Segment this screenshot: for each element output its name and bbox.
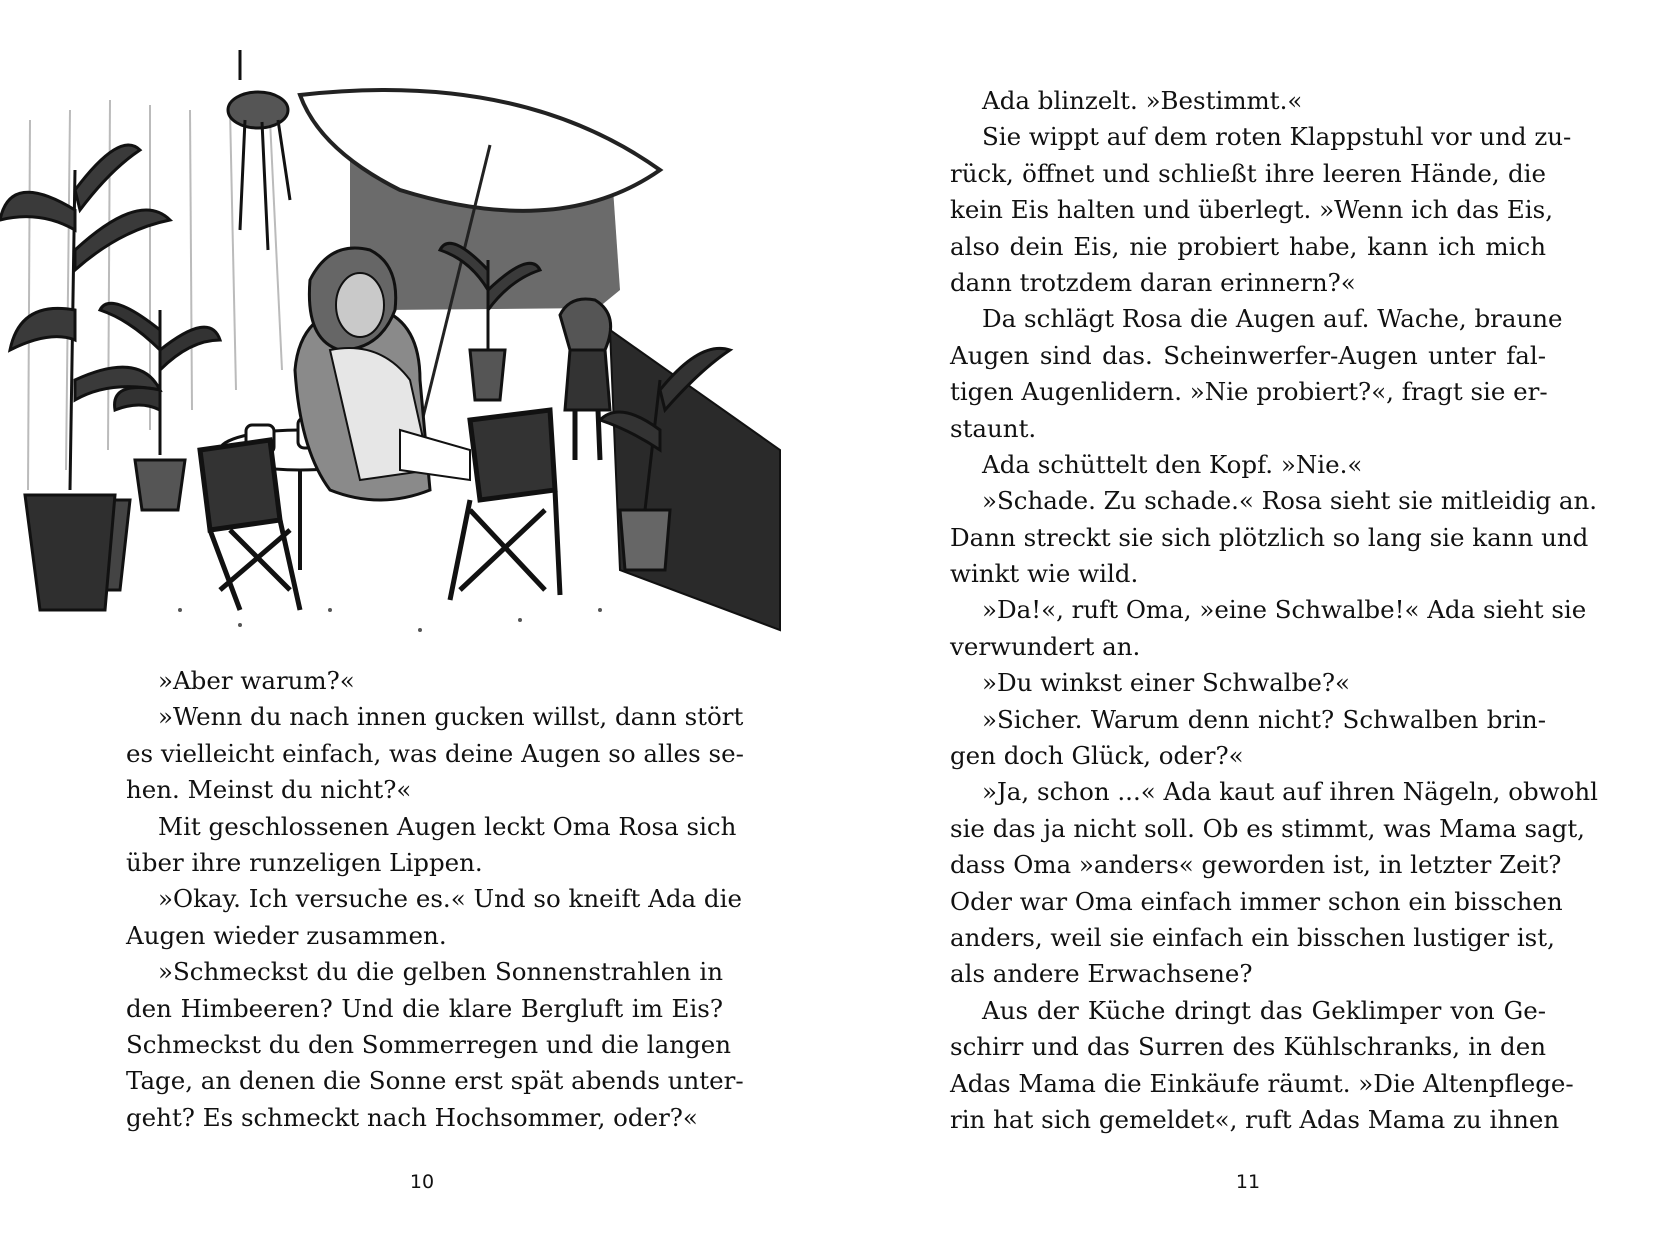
text-line: anders, weil sie einfach ein bisschen lustiger ist, bbox=[950, 922, 1555, 952]
text-line: winkt wie wild. bbox=[950, 559, 1139, 589]
text-line: staunt. bbox=[950, 413, 1037, 443]
text-line: »Aber warum?« bbox=[158, 666, 355, 695]
text-line: geht? Es schmeckt nach Hochsommer, oder?« bbox=[126, 1102, 698, 1132]
text-line: also dein Eis, nie probiert habe, kann ich mich bbox=[950, 231, 1546, 261]
right-page-body-text bbox=[950, 83, 1598, 1138]
text-line: »Wenn du nach innen gucken willst, dann stört bbox=[158, 702, 744, 732]
right-page bbox=[827, 0, 1654, 1252]
page-number-left: 10 bbox=[409, 1171, 435, 1193]
text-line: »Schade. Zu schade.« Rosa sieht sie mitleidig an. bbox=[982, 486, 1598, 516]
text-line: als andere Erwachsene? bbox=[950, 959, 1253, 989]
text-line: Oder war Oma einfach immer schon ein bisschen bbox=[950, 886, 1563, 916]
text-line: den Himbeeren? Und die klare Bergluft im Eis? bbox=[126, 993, 723, 1023]
text-line: tigen Augenlidern. »Nie probiert?«, fragt sie er- bbox=[950, 377, 1548, 407]
text-line: über ihre runzeligen Lippen. bbox=[126, 847, 483, 877]
text-line: rin hat sich gemeldet«, ruft Adas Mama zu ihnen bbox=[950, 1104, 1560, 1134]
text-line: gen doch Glück, oder?« bbox=[950, 741, 1244, 771]
text-line: Da schlägt Rosa die Augen auf. Wache, braune bbox=[982, 304, 1563, 334]
text-line: verwundert an. bbox=[950, 631, 1141, 661]
left-page-body-text bbox=[126, 663, 744, 1136]
text-line: »Ja, schon ...« Ada kaut auf ihren Nägeln, obwohl bbox=[982, 777, 1598, 807]
text-line: Tage, an denen die Sonne erst spät abends unter- bbox=[126, 1066, 744, 1096]
text-line: »Sicher. Warum denn nicht? Schwalben brin- bbox=[982, 704, 1546, 734]
text-line: Aus der Küche dringt das Geklimper von Ge- bbox=[982, 995, 1546, 1025]
text-line: »Du winkst einer Schwalbe?« bbox=[982, 668, 1350, 698]
text-line: Dann streckt sie sich plötzlich so lang sie kann und bbox=[950, 522, 1589, 552]
text-line: Schmeckst du den Sommerregen und die langen bbox=[126, 1029, 731, 1059]
text-line: Ada blinzelt. »Bestimmt.« bbox=[982, 86, 1303, 115]
balcony-scene-illustration bbox=[0, 50, 832, 650]
text-line: »Da!«, ruft Oma, »eine Schwalbe!« Ada sieht sie bbox=[982, 595, 1587, 625]
text-line: dass Oma »anders« geworden ist, in letzter Zeit? bbox=[950, 850, 1562, 880]
text-line: schirr und das Surren des Kühlschranks, in den bbox=[950, 1032, 1546, 1062]
text-line: »Okay. Ich versuche es.« Und so kneift Ada die bbox=[158, 884, 742, 914]
text-line: dann trotzdem daran erinnern?« bbox=[950, 267, 1356, 297]
text-line: Mit geschlossenen Augen leckt Oma Rosa sich bbox=[158, 811, 737, 841]
text-line: Augen wieder zusammen. bbox=[126, 920, 447, 950]
text-line: Adas Mama die Einkäufe räumt. »Die Altenpflege- bbox=[950, 1068, 1574, 1098]
text-line: kein Eis halten und überlegt. »Wenn ich das Eis, bbox=[950, 195, 1553, 225]
text-line: Sie wippt auf dem roten Klappstuhl vor und zu- bbox=[982, 122, 1572, 152]
text-line: sie das ja nicht soll. Ob es stimmt, was Mama sagt, bbox=[950, 813, 1585, 843]
text-line: Augen sind das. Scheinwerfer-Augen unter fal- bbox=[950, 340, 1546, 370]
text-line: es vielleicht einfach, was deine Augen so alles se- bbox=[126, 738, 744, 768]
text-line: rück, öffnet und schließt ihre leeren Hände, die bbox=[950, 158, 1546, 188]
page-number-right: 11 bbox=[1235, 1171, 1261, 1193]
text-line: hen. Meinst du nicht?« bbox=[126, 775, 412, 805]
text-line: »Schmeckst du die gelben Sonnenstrahlen in bbox=[158, 957, 723, 987]
text-line: Ada schüttelt den Kopf. »Nie.« bbox=[982, 449, 1363, 479]
